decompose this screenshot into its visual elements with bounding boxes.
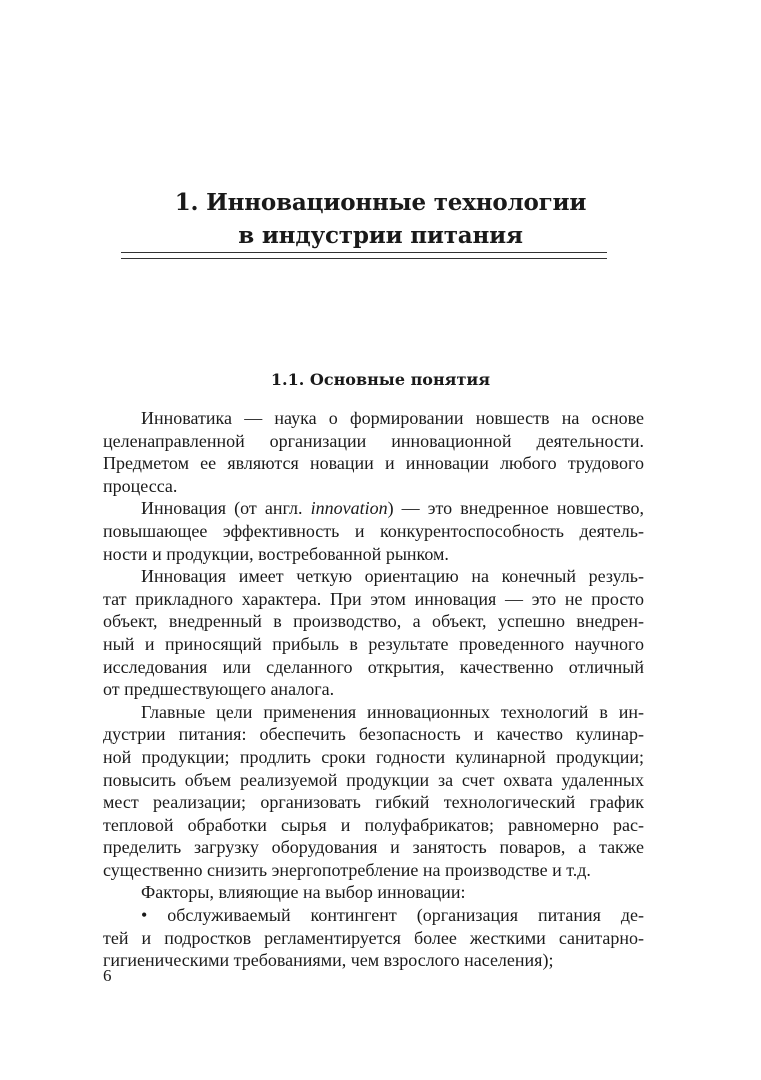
text-segment: ) — это внедренное новшество, [387,498,645,519]
section-title: 1.1. Основные понятия [270,370,491,389]
text-line: ной продукции; продлить сроки годности кулинарной продукции; [103,746,644,767]
foreign-term: innovation [310,498,388,519]
text-line: гигиеническими требованиями, чем взрослого населения); [103,950,554,971]
text-line [103,497,644,520]
text-line: ности и продукции, востребованной рынком. [103,543,449,564]
text-line: ный и приносящий прибыль в результате проведенного научного [103,633,644,654]
text-line: Предметом ее являются новации и инновации любого трудового [103,453,644,474]
text-line: процесса. [103,475,178,496]
text-line: исследования или сделанного открытия, качественно отличный [103,656,644,677]
title-double-rule [121,252,607,259]
text-line: пределить загрузку оборудования и занятость поваров, а также [103,837,644,858]
text-line: от предшествующего аналога. [103,679,335,700]
text-line: мест реализации; организовать гибкий технологический график [103,792,644,813]
text-line: объект, внедренный в производство, а объект, успешно внедрен- [103,611,644,632]
text-line: повышающее эффективность и конкурентоспособность деятель- [103,520,644,541]
text-line: тей и подростков регламентируется более жесткими санитарно- [103,927,644,948]
text-line: Инноватика — наука о формировании новшеств на основе [141,408,644,428]
text-segment: Инновация (от англ. [141,498,311,519]
text-line: тат прикладного характера. При этом инновация — это не просто [103,588,644,609]
page-number: 6 [103,966,112,985]
text-line: Главные цели применения инновационных технологий в ин- [141,701,644,722]
chapter-title-line-1: 1. Инновационные технологии [174,189,587,216]
text-line: • обслуживаемый контингент (организация питания де- [141,905,644,926]
body-text [103,407,644,972]
text-line: дустрии питания: обеспечить безопасность и качество кулинар- [103,724,644,745]
text-line: Инновация имеет четкую ориентацию на конечный резуль- [141,566,644,587]
chapter-title [120,186,641,252]
text-line: Факторы, влияющие на выбор инновации: [141,882,466,903]
text-line: целенаправленной организации инновационной деятельности. [103,430,644,451]
chapter-title-line-2: в индустрии питания [238,222,523,249]
text-line: повысить объем реализуемой продукции за счет охвата удаленных [103,769,644,790]
text-line: тепловой обработки сырья и полуфабрикатов; равномерно рас- [103,814,644,835]
text-line: существенно снизить энергопотребление на производстве и т.д. [103,859,591,880]
